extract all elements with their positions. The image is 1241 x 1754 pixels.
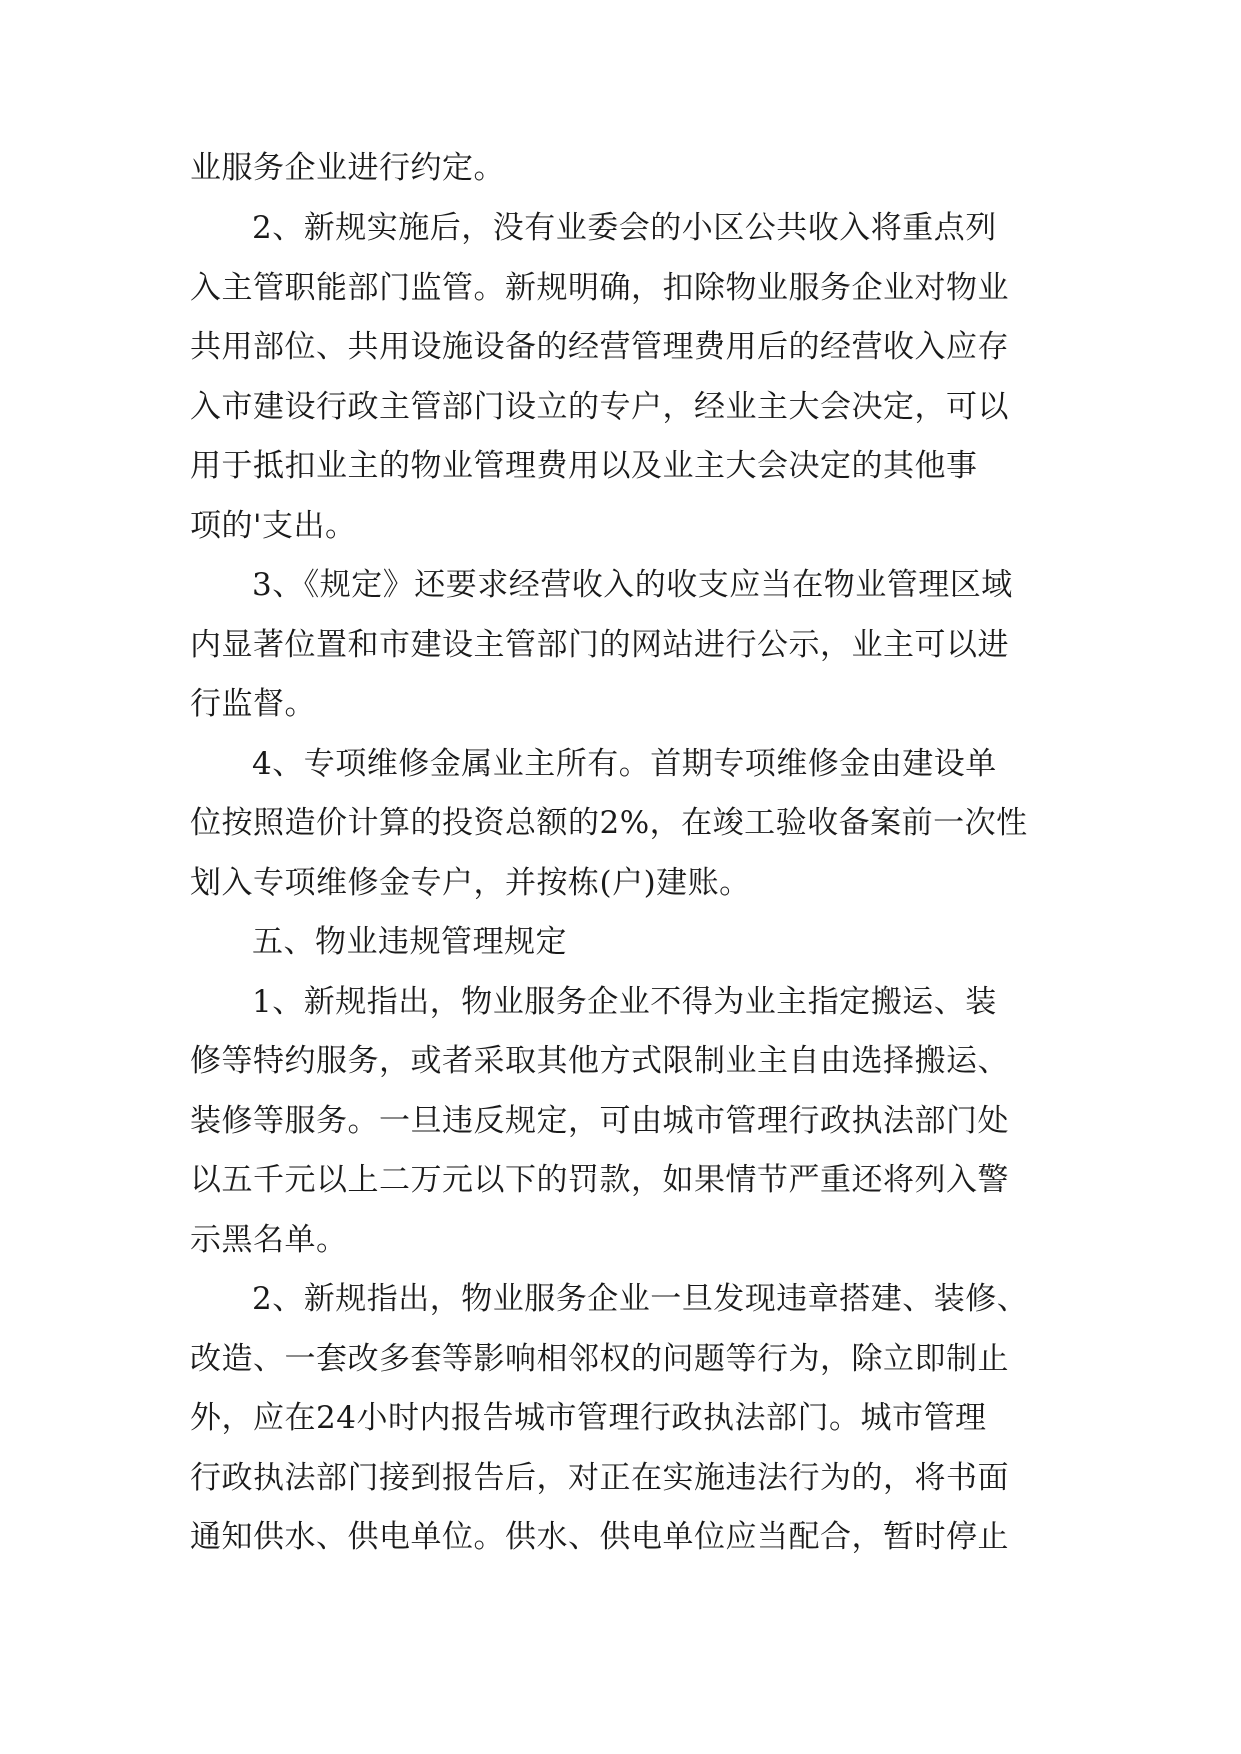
text-line: 4、专项维修金属业主所有。首期专项维修金由建设单 [252, 746, 997, 782]
text-line: 共用部位、共用设施设备的经营管理费用后的经营收入应存 [190, 329, 1009, 365]
text-line: 业服务企业进行约定。 [190, 150, 505, 186]
text-line: 入主管职能部门监管。新规明确，扣除物业服务企业对物业 [190, 270, 1009, 306]
text-line: 内显著位置和市建设主管部门的网站进行公示，业主可以进 [190, 627, 1009, 663]
text-line: 2、新规实施后，没有业委会的小区公共收入将重点列 [252, 210, 997, 246]
section-heading: 五、物业违规管理规定 [252, 924, 567, 960]
text-line: 位按照造价计算的投资总额的2%，在竣工验收备案前一次性 [190, 805, 1028, 841]
text-line: 修等特约服务，或者采取其他方式限制业主自由选择搬运、 [190, 1043, 1009, 1079]
text-line: 行监督。 [190, 686, 316, 722]
text-line: 通知供水、供电单位。供水、供电单位应当配合，暂时停止 [190, 1519, 1009, 1555]
text-line: 以五千元以上二万元以下的罚款，如果情节严重还将列入警 [190, 1162, 1009, 1198]
text-line: 1、新规指出，物业服务企业不得为业主指定搬运、装 [252, 984, 997, 1020]
text-line: 划入专项维修金专户，并按栋(户)建账。 [190, 865, 751, 901]
text-line: 3、《规定》还要求经营收入的收支应当在物业管理区域 [252, 567, 1013, 603]
text-line: 外，应在24小时内报告城市管理行政执法部门。城市管理 [190, 1400, 987, 1436]
text-line: 改造、一套改多套等影响相邻权的问题等行为，除立即制止 [190, 1341, 1009, 1377]
text-line: 行政执法部门接到报告后，对正在实施违法行为的，将书面 [190, 1460, 1009, 1496]
text-line: 用于抵扣业主的物业管理费用以及业主大会决定的其他事 [190, 448, 978, 484]
text-line: 入市建设行政主管部门设立的专户，经业主大会决定，可以 [190, 389, 1009, 425]
text-line: 项的'支出。 [190, 508, 357, 544]
text-line: 示黑名单。 [190, 1222, 348, 1258]
text-line: 2、新规指出，物业服务企业一旦发现违章搭建、装修、 [252, 1281, 1029, 1317]
text-line: 装修等服务。一旦违反规定，可由城市管理行政执法部门处 [190, 1103, 1009, 1139]
